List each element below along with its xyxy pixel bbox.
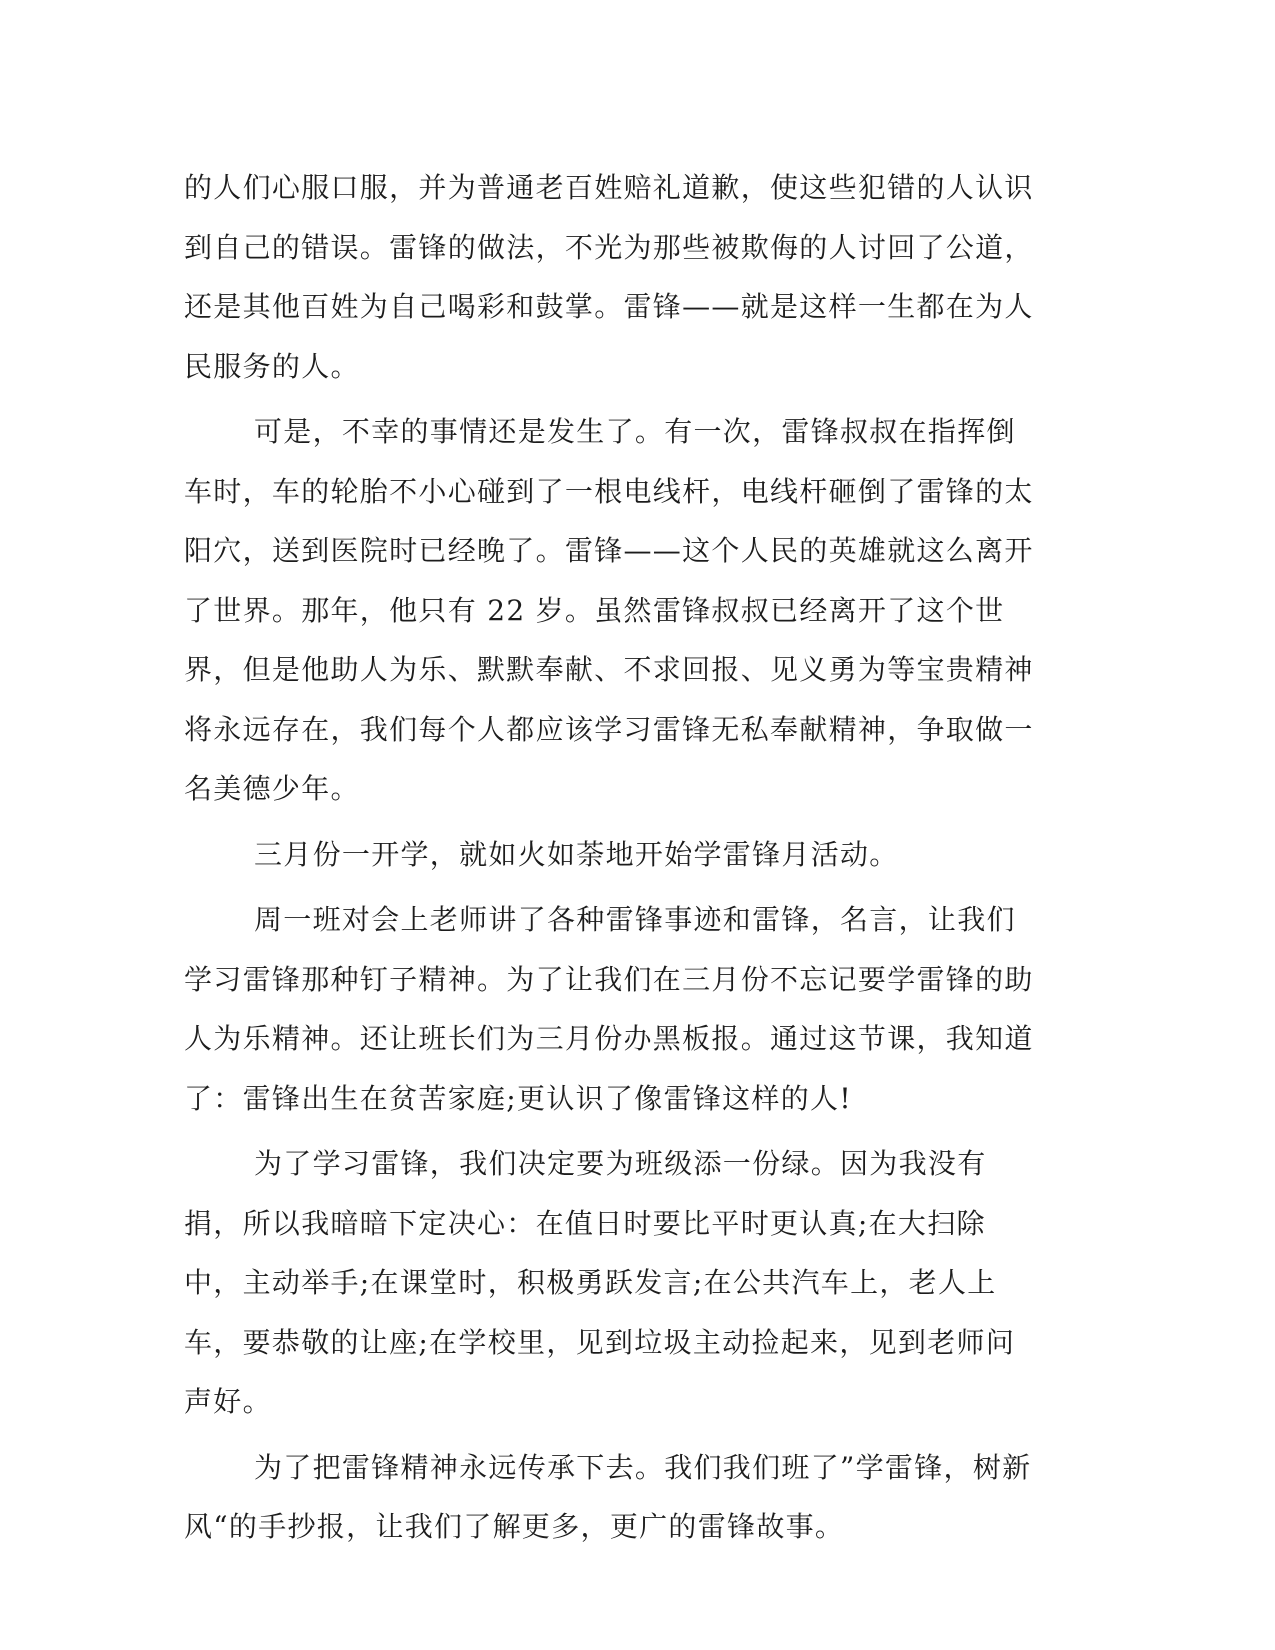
document-body (184, 158, 1044, 1557)
paragraph-6: 为了把雷锋精神永远传承下去。我们我们班了”学雷锋，树新风“的手抄报，让我们了解更多，更广的雷锋故事。 (184, 1450, 1032, 1543)
paragraph-4: 周一班对会上老师讲了各种雷锋事迹和雷锋，名言，让我们学习雷锋那种钉子精神。为了让我们在三月份不忘记要学雷锋的助人为乐精神。还让班长们为三月份办黑板报。通过这节课，我知道了：雷锋出生在贫苦家庭;更认识了像雷锋这样的人! (184, 903, 1034, 1115)
paragraph-1: 的人们心服口服，并为普通老百姓赔礼道歉，使这些犯错的人认识到自己的错误。雷锋的做法，不光为那些被欺侮的人讨回了公道，还是其他百姓为自己喝彩和鼓掌。雷锋——就是这样一生都在为人民服务的人。 (184, 171, 1034, 383)
paragraph-2: 可是，不幸的事情还是发生了。有一次，雷锋叔叔在指挥倒车时，车的轮胎不小心碰到了一根电线杆，电线杆砸倒了雷锋的太阳穴，送到医院时已经晚了。雷锋——这个人民的英雄就这么离开了世界。那年，他只有 22 岁。虽然雷锋叔叔已经离开了这个世界，但是他助人为乐、默默奉献、不求回报、见义勇为等宝贵精神将永远存在，我们每个人都应该学习雷锋无私奉献精神，争取做一名美德少年。 (184, 415, 1034, 805)
paragraph-5: 为了学习雷锋，我们决定要为班级添一份绿。因为我没有捐，所以我暗暗下定决心：在值日时要比平时更认真;在大扫除中，主动举手;在课堂时，积极勇跃发言;在公共汽车上，老人上车，要恭敬的让座;在学校里，见到垃圾主动捡起来，见到老师问声好。 (184, 1147, 1016, 1418)
paragraph-3: 三月份一开学，就如火如荼地开始学雷锋月活动。 (254, 837, 899, 871)
